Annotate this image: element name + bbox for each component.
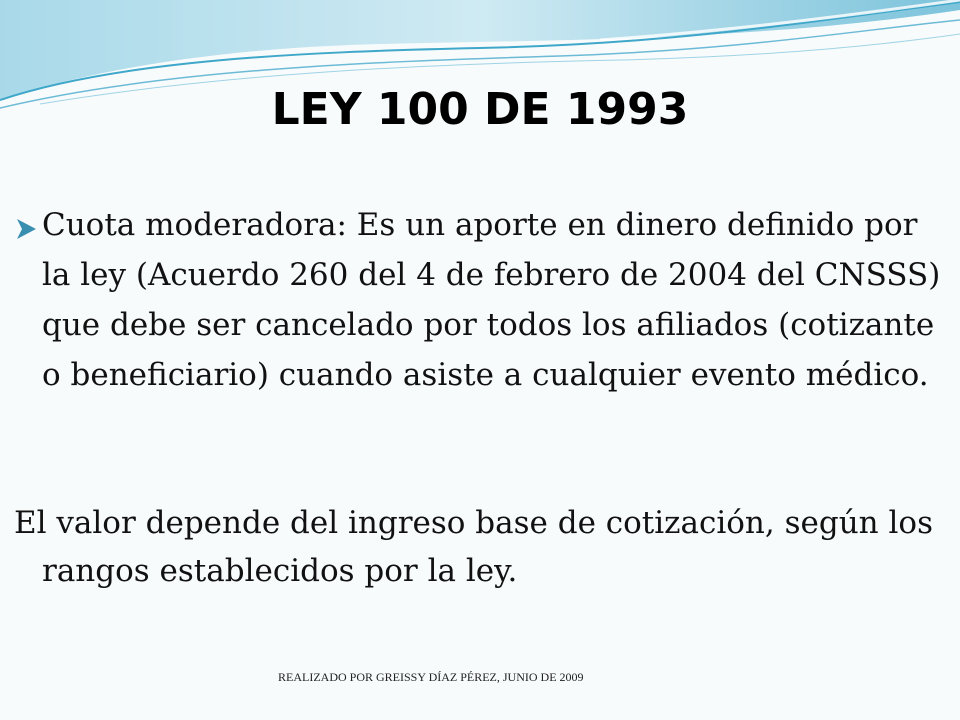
- slide-title: LEY 100 DE 1993: [271, 84, 689, 135]
- arrow-bullet-icon: [14, 216, 40, 242]
- bullet-item: [14, 200, 944, 400]
- body-paragraph: El valor depende del ingreso base de cotización, según los rangos establecidos por la ley.: [14, 505, 933, 589]
- bullet-text: Cuota moderadora: Es un aporte en dinero definido por la ley (Acuerdo 260 del 4 de febrero de 2004 del CNSSS) que debe ser cancelado por todos los afiliados (cotizante o beneficiario) cuando asiste a cualquier evento médico.: [42, 207, 941, 393]
- footer-credit: REALIZADO POR GREISSY DÍAZ PÉREZ, JUNIO DE 2009: [278, 670, 584, 684]
